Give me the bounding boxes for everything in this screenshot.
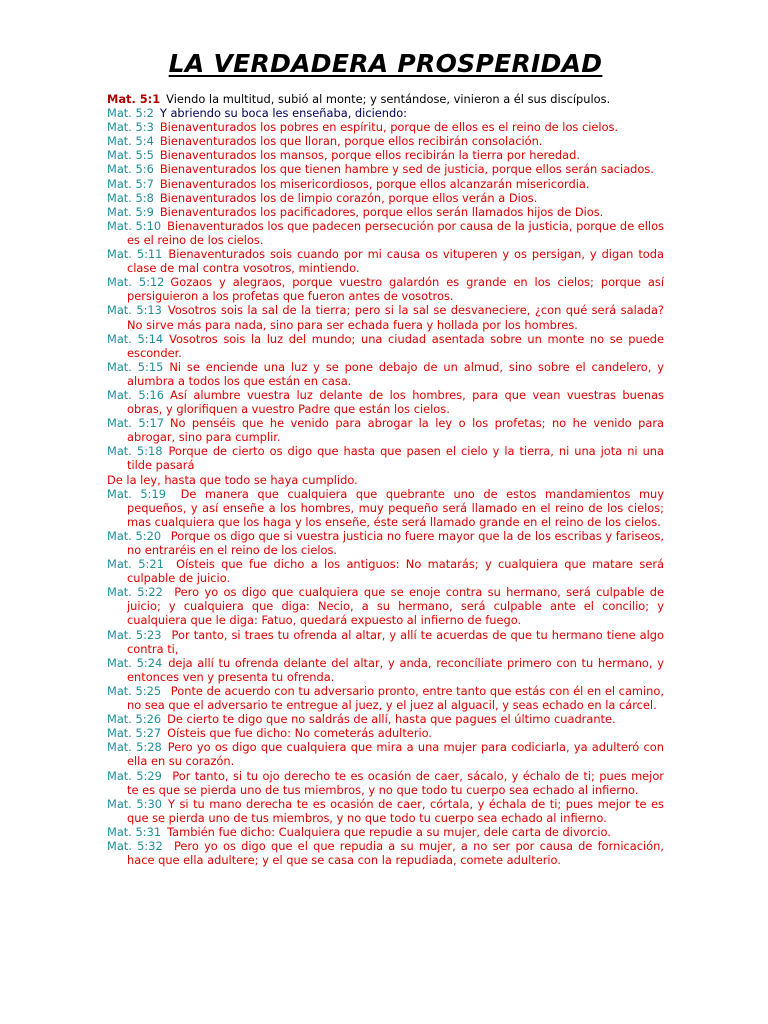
verse-item [107,134,664,148]
verse-text: Y abriendo su boca les enseñaba, diciendo: [159,106,408,121]
verse-item [107,769,664,797]
verse-reference: Mat. 5:18 [107,444,163,459]
verse-item [107,120,664,134]
verse-reference: Mat. 5:26 [107,712,162,727]
verse-item [107,106,664,120]
verse-reference: Mat. 5:11 [107,247,163,262]
verse-text: Vosotros sois la luz del mundo; una ciudad asentada sobre un monte no se puede esconder. [127,331,664,360]
verse-text: Ni se enciende una luz y se pone debajo de un almud, sino sobre el candelero, y alumbra a todos los que están en casa. [127,359,664,388]
verse-item [107,303,664,331]
verse-reference: Mat. 5:17 [107,416,164,431]
verse-text: Así alumbre vuestra luz delante de los hombres, para que vean vuestras buenas obras, y glorifiquen a vuestro Padre que están los cielos. [127,387,664,417]
verse-text: Gozaos y alegraos, porque vuestro galardón es grande en los cielos; porque así persiguieron a los profetas que fueron antes de vosotros. [127,275,664,304]
verse-item [107,92,664,106]
verse-reference: Mat. 5:13 [107,303,162,318]
verse-reference: Mat. 5:19 [107,486,167,501]
verse-reference: Mat. 5:20 [107,528,162,543]
verse-item [107,656,664,684]
verse-text: Por tanto, si traes tu ofrenda al altar, y allí te acuerdas de que tu hermano tiene algo contra ti, [127,627,664,656]
verse-text: Bienaventurados los que tienen hambre y sed de justicia, porque ellos serán saciados. [159,162,654,177]
verse-reference: Mat. 5:14 [107,331,164,346]
verse-text: Ponte de acuerdo con tu adversario pronto, entre tanto que estás con él en el camino, no sea que el adversario te entregue al juez, y el juez al alguacil, y seas echado en la cárcel. [127,683,664,713]
verse-reference: Mat. 5:16 [107,387,164,402]
page-title: LA VERDADERA PROSPERIDAD [168,49,603,78]
verse-text: Pero yo os digo que el que repudia a su mujer, a no ser por causa de fornicación, hace que ella adultere; y el que se casa con la repudiada, comete adulterio. [127,838,664,868]
verse-text: Y si tu mano derecha te es ocasión de caer, córtala, y échala de ti; pues mejor te es que se pierda uno de tus miembros, y no que todo tu cuerpo sea echado al infierno. [127,796,664,825]
verse-item [107,247,664,275]
verse-reference: Mat. 5:12 [107,275,165,290]
verse-item [107,585,664,627]
verse-text: Vosotros sois la sal de la tierra; pero si la sal se desvaneciere, ¿con qué será salada? No sirve más para nada, sino para ser echada fuera y hollada por los hombres. [127,303,664,332]
verse-reference: Mat. 5:22 [107,585,163,600]
verse-item [107,177,664,191]
verse-reference: Mat. 5:4 [107,134,154,149]
verse-reference: Mat. 5:9 [107,204,154,219]
verse-item [107,628,664,656]
verse-item [107,740,664,768]
verse-item [107,332,664,360]
verse-item [107,712,664,726]
verse-reference: Mat. 5:31 [107,824,162,839]
verse-text: Bienaventurados los de limpio corazón, porque ellos verán a Dios. [159,190,538,205]
verse-item [107,205,664,219]
verse-item [107,726,664,740]
verse-reference: Mat. 5:32 [107,838,163,853]
verse-reference: Mat. 5:3 [107,120,154,135]
verse-item [107,473,664,487]
verse-text: Porque os digo que si vuestra justicia no fuere mayor que la de los escribas y fariseos, no entraréis en el reino de los cielos. [127,528,664,557]
verse-item [107,797,664,825]
verse-text: Bienaventurados los que lloran, porque ellos recibirán consolación. [159,134,543,149]
verse-text: deja allí tu ofrenda delante del altar, y anda, reconcíliate primero con tu hermano, y entonces ven y presenta tu ofrenda. [127,655,664,684]
verse-item [107,360,664,388]
verse-reference: Mat. 5:30 [107,796,162,811]
verse-text: Viendo la multitud, subió al monte; y sentándose, vinieron a él sus discípulos. [166,92,611,106]
verse-reference: Mat. 5:2 [107,106,154,121]
verse-text: Bienaventurados los pobres en espíritu, porque de ellos es el reino de los cielos. [159,120,619,135]
verse-item [107,557,664,585]
verse-item [107,275,664,303]
verse-text: Pero yo os digo que cualquiera que mira a una mujer para codiciarla, ya adulteró con ella en su corazón. [127,740,664,769]
verse-item [107,148,664,162]
verse-item [107,825,664,839]
verse-reference: Mat. 5:24 [107,655,163,670]
verse-text: Pero yo os digo que cualquiera que se enoje contra su hermano, será culpable de juicio; y cualquiera que diga: Necio, a su hermano, será culpable ante el concilio; y cualquiera que le diga: Fatuo, quedará expuesto al infierno de fuego. [127,585,664,628]
verse-reference: Mat. 5:15 [107,359,164,374]
verse-text: Bienaventurados los pacificadores, porque ellos serán llamados hijos de Dios. [159,204,604,219]
verse-item [107,684,664,712]
verse-item [107,529,664,557]
verse-text: De cierto te digo que no saldrás de allí, hasta que pagues el último cuadrante. [167,712,616,727]
verse-item [107,839,664,867]
verse-reference: Mat. 5:1 [107,92,161,106]
verse-item [107,162,664,176]
verse-reference: Mat. 5:8 [107,190,154,205]
verse-reference: Mat. 5:10 [107,218,162,233]
verse-text: Bienaventurados sois cuando por mi causa os vituperen y os persigan, y digan toda clase de mal contra vosotros, mintiendo. [127,247,664,276]
verse-text: También fue dicho: Cualquiera que repudie a su mujer, dele carta de divorcio. [167,824,611,839]
verse-reference: Mat. 5:27 [107,726,162,741]
verse-reference: Mat. 5:23 [107,627,162,642]
verse-text: Bienaventurados los que padecen persecución por causa de la justicia, porque de ellos es el reino de los cielos. [127,218,664,247]
verse-text: De la ley, hasta que todo se haya cumplido. [107,472,358,487]
verse-item [107,388,664,416]
verse-item [107,219,664,247]
verse-text: Oísteis que fue dicho: No cometerás adulterio. [167,726,433,741]
verse-reference: Mat. 5:7 [107,176,154,191]
verse-text: No penséis que he venido para abrogar la ley o los profetas; no he venido para abrogar, sino para cumplir. [127,416,664,445]
verse-text: Porque de cierto os digo que hasta que pasen el cielo y la tierra, ni una jota ni una tilde pasará [127,444,664,473]
verse-reference: Mat. 5:25 [107,683,162,698]
verse-reference: Mat. 5:5 [107,148,154,163]
verse-item [107,487,664,529]
verse-item [107,444,664,472]
verse-text: Bienaventurados los misericordiosos, porque ellos alcanzarán misericordia. [159,176,590,191]
verse-reference: Mat. 5:28 [107,740,162,755]
verse-text: Por tanto, si tu ojo derecho te es ocasión de caer, sácalo, y échalo de ti; pues mejor te es que se pierda uno de tus miembros, y no que todo tu cuerpo sea echado al infierno. [127,768,664,797]
verse-text: De manera que cualquiera que quebrante uno de estos mandamientos muy pequeños, y así enseñe a los hombres, muy pequeño será llamado en el reino de los cielos; mas cualquiera que los haga y los enseñe, éste será llamado grande en el reino de los cielos. [127,486,664,529]
verse-item [107,416,664,444]
verse-item [107,191,664,205]
verse-reference: Mat. 5:6 [107,162,154,177]
verse-text: Bienaventurados los mansos, porque ellos recibirán la tierra por heredad. [159,148,580,163]
verse-reference: Mat. 5:21 [107,557,164,572]
verse-text: Oísteis que fue dicho a los antiguos: No matarás; y cualquiera que matare será culpable de juicio. [127,557,664,586]
verse-reference: Mat. 5:29 [107,768,162,783]
verse-list [107,92,664,867]
